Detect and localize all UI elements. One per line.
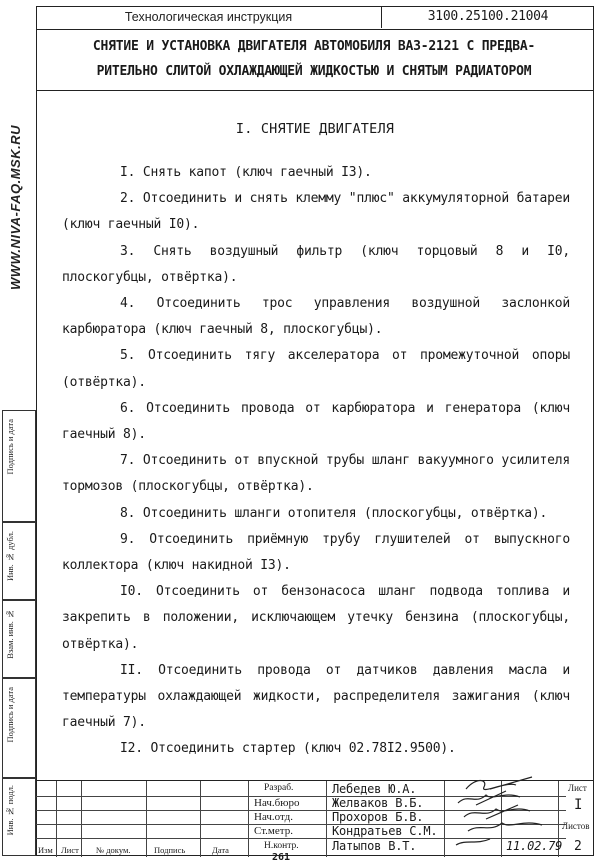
name-metrologist: Кондратьев С.М. [332, 824, 438, 838]
col-doc-number: № докум. [96, 845, 131, 855]
side-box-signature-top [2, 410, 36, 522]
role-dept-head: Нач.отд. [254, 811, 294, 823]
stamp-col-line [200, 781, 201, 857]
step-item: 2. Отсоединить и снять клемму "плюс" аккумуляторной батареи (ключ гаечный I0). [62, 191, 570, 233]
step-item: 7. Отсоединить от впускной трубы шланг вакуумного усилителя тормозов (плоскогубцы, отвёртка). [62, 453, 570, 495]
side-box-dup-inv [2, 522, 36, 600]
title-line-2: РИТЕЛЬНО СЛИТОЙ ОХЛАЖДАЮЩЕЙ ЖИДКОСТЬЮ И СНЯТЫМ РАДИАТОРОМ [96, 64, 532, 79]
step-item: 3. Снять воздушный фильтр (ключ торцовый 8 и I0, плоскогубцы, отвёртка). [62, 243, 570, 285]
step-item: I2. Отсоединить стартер (ключ 02.78I2.9500). [120, 741, 456, 757]
side-box-orig-inv [2, 778, 36, 856]
title-block-stamp [36, 780, 594, 856]
side-label: Инв. № подл. [5, 785, 15, 836]
role-developer: Разраб. [264, 783, 294, 793]
approval-date: 11.02.79 [506, 839, 563, 853]
sheet-label: Лист [568, 783, 587, 793]
stamp-col-line [81, 781, 82, 857]
sheet-value: I [574, 797, 583, 813]
role-metrologist: Ст.метр. [254, 825, 293, 837]
page-number: 261 [272, 852, 291, 863]
stamp-col-line [146, 781, 147, 857]
col-change: Изм [38, 845, 53, 855]
steps-list [62, 160, 570, 763]
stamp-col-line [248, 781, 249, 857]
role-norm-control: Н.контр. [264, 841, 299, 851]
col-date: Дата [212, 845, 229, 855]
title-line-1: СНЯТИЕ И УСТАНОВКА ДВИГАТЕЛЯ АВТОМОБИЛЯ ВАЗ-2121 С ПРЕДВА- [92, 39, 536, 54]
side-label: Инв. № дубл. [5, 531, 15, 582]
col-signature: Подпись [154, 845, 186, 855]
side-box-replace-inv [2, 600, 36, 678]
step-item: 8. Отсоединить шланги отопителя (плоскогубцы, отвёртка). [120, 505, 548, 521]
handwritten-signatures [446, 775, 558, 851]
sheets-value: 2 [574, 839, 582, 854]
name-developer: Лебедев Ю.А. [332, 782, 417, 796]
side-label: Взам. инв. № [5, 609, 15, 659]
side-label: Подпись и дата [5, 687, 15, 743]
step-item: 6. Отсоединить провода от карбюратора и генератора (ключ гаечный 8). [62, 400, 570, 443]
stamp-col-line [444, 781, 445, 857]
side-label: Подпись и дата [5, 419, 15, 475]
step-item: I. Снять капот (ключ гаечный I3). [120, 165, 372, 180]
side-box-signature-bottom [2, 678, 36, 778]
document-title [44, 34, 584, 84]
col-sheet: Лист [61, 845, 79, 855]
step-item: 4. Отсоединить трос управления воздушной заслонкой карбюратора (ключ гаечный 8, плоскогубцы). [62, 296, 570, 338]
name-norm-control: Латыпов В.Т. [332, 839, 417, 853]
title-divider [36, 90, 594, 91]
name-bureau-head: Желваков В.Б. [332, 796, 424, 810]
sheets-label: Листов [562, 821, 590, 831]
header-bar [36, 6, 594, 30]
stamp-col-line [326, 781, 327, 857]
step-item: I0. Отсоединить от бензонасоса шланг подвода топлива и закрепить в положении, исключающем утечку бензина (плоскогубцы, отвёртка). [62, 584, 570, 652]
doc-type: Технологическая инструкция [36, 6, 382, 28]
step-item: 9. Отсоединить приёмную трубу глушителей от выпускного коллектора (ключ накидной I3). [62, 531, 570, 574]
step-item: 5. Отсоединить тягу акселератора от промежуточной опоры (отвёртка). [62, 348, 570, 390]
name-dept-head: Прохоров Б.В. [332, 810, 424, 824]
watermark-url: WWW.NIVA-FAQ.MSK.RU [8, 125, 23, 290]
step-item: II. Отсоединить провода от датчиков давления масла и температуры охлаждающей жидкости, распределителя зажигания (ключ гаечный 7). [62, 662, 570, 731]
stamp-col-line [56, 781, 57, 857]
section-title: I. СНЯТИЕ ДВИГАТЕЛЯ [235, 121, 395, 137]
doc-code: 3100.25100.21004 [427, 9, 549, 24]
role-bureau-head: Нач.бюро [254, 797, 300, 809]
